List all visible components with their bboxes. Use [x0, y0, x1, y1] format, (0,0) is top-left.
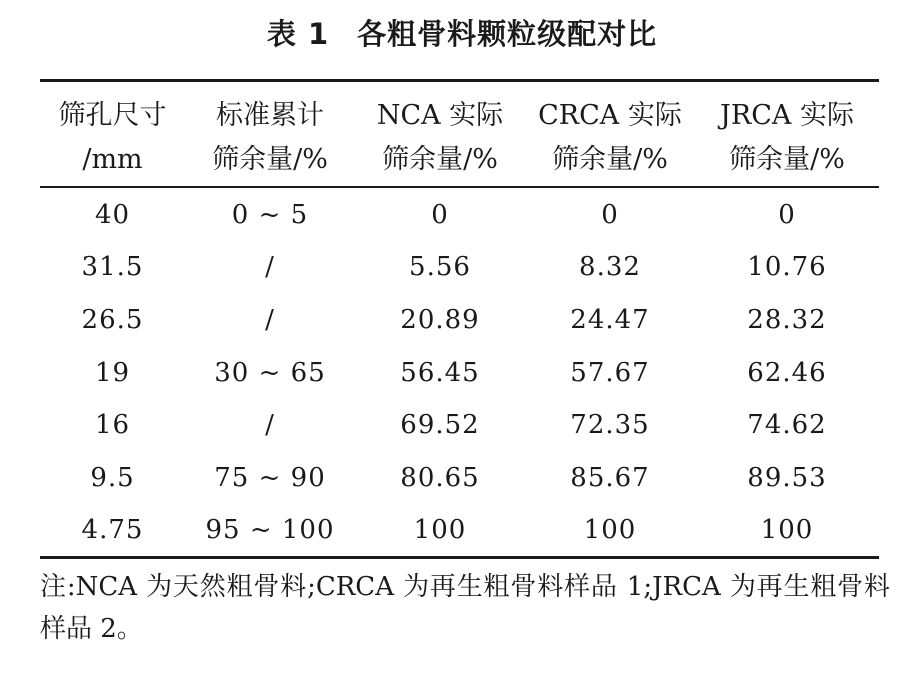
table-cell: 0: [601, 200, 619, 230]
table-caption: [0, 14, 924, 54]
header-sieve-size: [40, 94, 185, 182]
table-cell: 31.5: [81, 252, 144, 282]
table-cell: 85.67: [570, 463, 650, 493]
table-cell: 100: [760, 515, 814, 545]
table-cell: 62.46: [747, 358, 827, 388]
table-note: 注:NCA 为天然粗骨料;CRCA 为再生粗骨料样品 1;JRCA 为再生粗骨料样品 2。: [40, 572, 890, 644]
table-cell: 20.89: [400, 305, 480, 335]
table-cell: 75 ~ 90: [214, 463, 326, 493]
header-jrca-residue: [695, 94, 879, 182]
table-cell: 74.62: [747, 410, 827, 440]
table-cell: /: [265, 252, 275, 282]
header-line: 标准累计: [216, 100, 324, 131]
header-line: NCA 实际: [376, 100, 504, 131]
table-cell: 0: [431, 200, 449, 230]
table-cell: 28.32: [747, 305, 827, 335]
table-cell: 30 ~ 65: [214, 358, 326, 388]
table-number: 表 1: [266, 17, 330, 51]
header-line: /mm: [82, 144, 143, 175]
table-cell: 100: [583, 515, 637, 545]
table-cell: 80.65: [400, 463, 480, 493]
table-cell: 9.5: [90, 463, 135, 493]
header-line: CRCA 实际: [538, 100, 682, 131]
table-cell: 89.53: [747, 463, 827, 493]
header-crca-residue: [525, 94, 695, 182]
header-line: 筛余量/%: [552, 144, 668, 175]
header-line: 筛余量/%: [729, 144, 845, 175]
table-cell: 69.52: [400, 410, 480, 440]
header-line: 筛孔尺寸: [58, 100, 167, 131]
table-header-rule: [40, 186, 879, 188]
table-cell: 57.67: [570, 358, 650, 388]
table-cell: 100: [413, 515, 467, 545]
header-line: 筛余量/%: [382, 144, 498, 175]
header-line: 筛余量/%: [212, 144, 328, 175]
table-cell: 40: [94, 200, 131, 230]
table-cell: 5.56: [409, 252, 471, 282]
table-cell: 0: [778, 200, 796, 230]
table-cell: 16: [94, 410, 131, 440]
table-cell: 95 ~ 100: [205, 515, 335, 545]
table-cell: 19: [94, 358, 131, 388]
table-title: 各粗骨料颗粒级配对比: [357, 17, 658, 51]
table-cell: 4.75: [81, 515, 144, 545]
table-cell: /: [265, 305, 275, 335]
table-cell: 8.32: [579, 252, 641, 282]
table-cell: 26.5: [81, 305, 144, 335]
table-cell: 24.47: [570, 305, 650, 335]
table-cell: 10.76: [747, 252, 827, 282]
table-cell: 56.45: [400, 358, 480, 388]
header-standard-residue: [185, 94, 355, 182]
table-bottom-rule: [40, 556, 879, 559]
table-cell: 72.35: [570, 410, 650, 440]
header-nca-residue: [355, 94, 525, 182]
header-line: JRCA 实际: [720, 100, 854, 131]
table-cell: 0 ~ 5: [231, 200, 309, 230]
table-top-rule: [40, 79, 879, 82]
table-cell: /: [265, 410, 275, 440]
